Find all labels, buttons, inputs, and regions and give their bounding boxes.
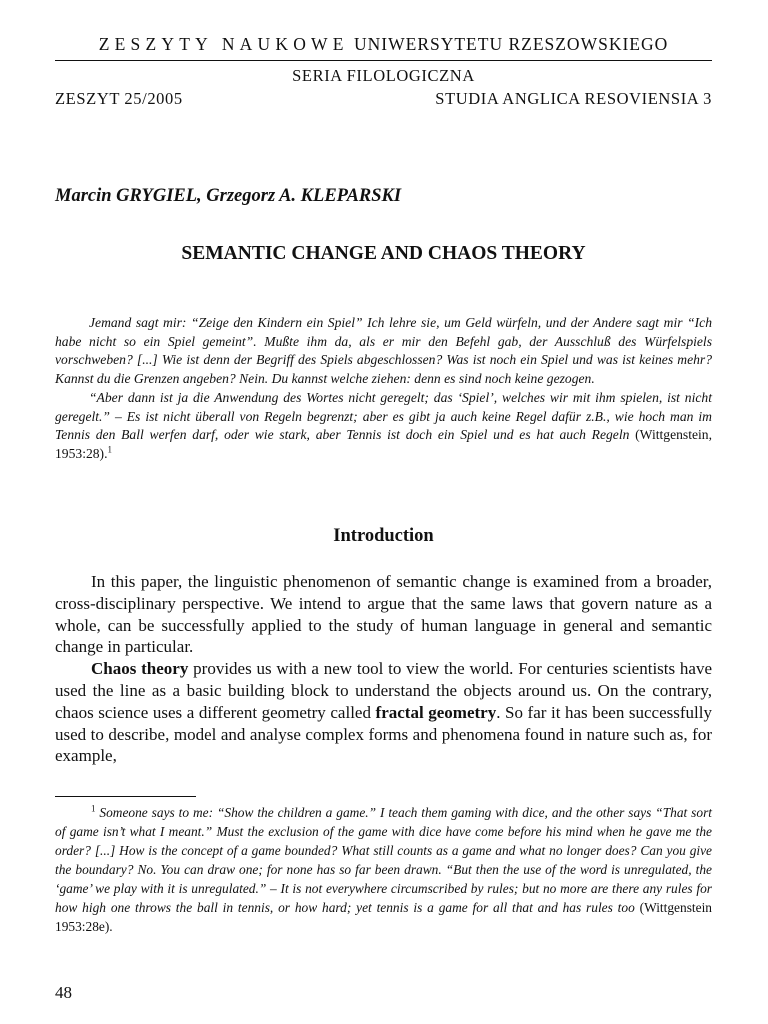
footnote-paragraph	[55, 803, 712, 936]
epigraph	[55, 314, 712, 464]
section-heading: Introduction	[333, 526, 434, 546]
footnote-citation: (Wittgenstein 1953:28e).	[55, 900, 712, 934]
epigraph-citation: (Wittgenstein, 1953:28).	[55, 427, 712, 461]
epigraph-paragraph-2-text: “Aber dann ist ja die Anwendung des Wortes nicht geregelt; das ‘Spiel’, welches wir mit ihm spielen, ist nicht geregelt.” – Es ist nicht überall von Regeln begrenzt; aber es gibt ja auch keine Regel dafür z.B., wie hoch man im Tennis den Ball werfen darf, oder wie stark, aber Tennis ist doch ein Spiel und es hat auch Regeln	[55, 389, 712, 443]
header-rule	[55, 60, 712, 61]
page-number: 48	[55, 983, 72, 1002]
body-paragraph-2-text-a: provides us with a new tool to view the world. For centuries scientists have used the line as a basic building block to understand the objects around us. On the contrary, chaos science uses a different geometry called	[55, 659, 713, 722]
journal-subtitle: STUDIA ANGLICA RESOVIENSIA 3	[435, 89, 712, 108]
journal-title-part2: UNIWERSYTETU RZESZOWSKIEGO	[354, 34, 669, 54]
issue-number: ZESZYT 25/2005	[55, 89, 183, 108]
body-paragraph-2-text-b: . So far it has been successfully used to describe, model and analyse complex forms and phenomena found in nature such as, for example,	[55, 702, 712, 766]
body-paragraph-1: In this paper, the linguistic phenomenon of semantic change is examined from a broader, cross-disciplinary perspective. We intend to argue that the same laws that govern nature as a whole, can be successfully applied to the study of human language in general and semantic change in particular.	[55, 572, 712, 657]
paper-title: SEMANTIC CHANGE AND CHAOS THEORY	[181, 243, 586, 264]
journal-title	[55, 34, 712, 55]
body-paragraph-2	[55, 658, 712, 767]
term-fractal-geometry: fractal geometry	[375, 702, 497, 722]
epigraph-paragraph-1: Jemand sagt mir: “Zeige den Kindern ein Spiel” Ich lehre sie, um Geld würfeln, und der Andere sagt mir “Ich habe nicht so ein Spiel gemeint”. Mußte ihm da, als er mir den Befehl gab, der Ausschluß des Würfelspiels vorschweben? [...] Wie ist denn der Begriff des Spiels abgeschlossen? Was ist noch ein Spiel und was ist keines mehr? Kannst du die Grenzen angeben? Nein. Du kannst welche ziehen: denn es sind noch keine gezogen.	[55, 315, 712, 387]
body-text	[55, 571, 712, 767]
authors: Marcin GRYGIEL, Grzegorz A. KLEPARSKI	[55, 186, 402, 206]
term-chaos-theory: Chaos theory	[91, 659, 189, 679]
footnote-mark: 1	[91, 803, 96, 814]
footnote-rule	[55, 796, 196, 797]
footnote-reference-mark[interactable]: 1	[107, 444, 112, 455]
epigraph-paragraph-2	[55, 389, 712, 464]
footnote-text: Someone says to me: “Show the children a game.” I teach them gaming with dice, and the other says “That sort of game isn’t what I meant.” Must the exclusion of the game with dice have come before his mind when he gave me the order? [...] How is the concept of a game bounded? What still counts as a game and what no longer does? Can you give the boundary? No. You can draw one; for none has so far been drawn. “But then the use of the word is unregulated, the ‘game’ we play with it is unregulated.” – It is not everywhere circumscribed by rules; but no more are there any rules for how high one throws the ball in tennis, or how hard; yet tennis is a game for all that and has rules too	[55, 805, 712, 915]
footnote	[55, 803, 712, 936]
journal-title-part1: ZESZYTY NAUKOWE	[98, 34, 349, 54]
series-name: SERIA FILOLOGICZNA	[292, 66, 475, 85]
